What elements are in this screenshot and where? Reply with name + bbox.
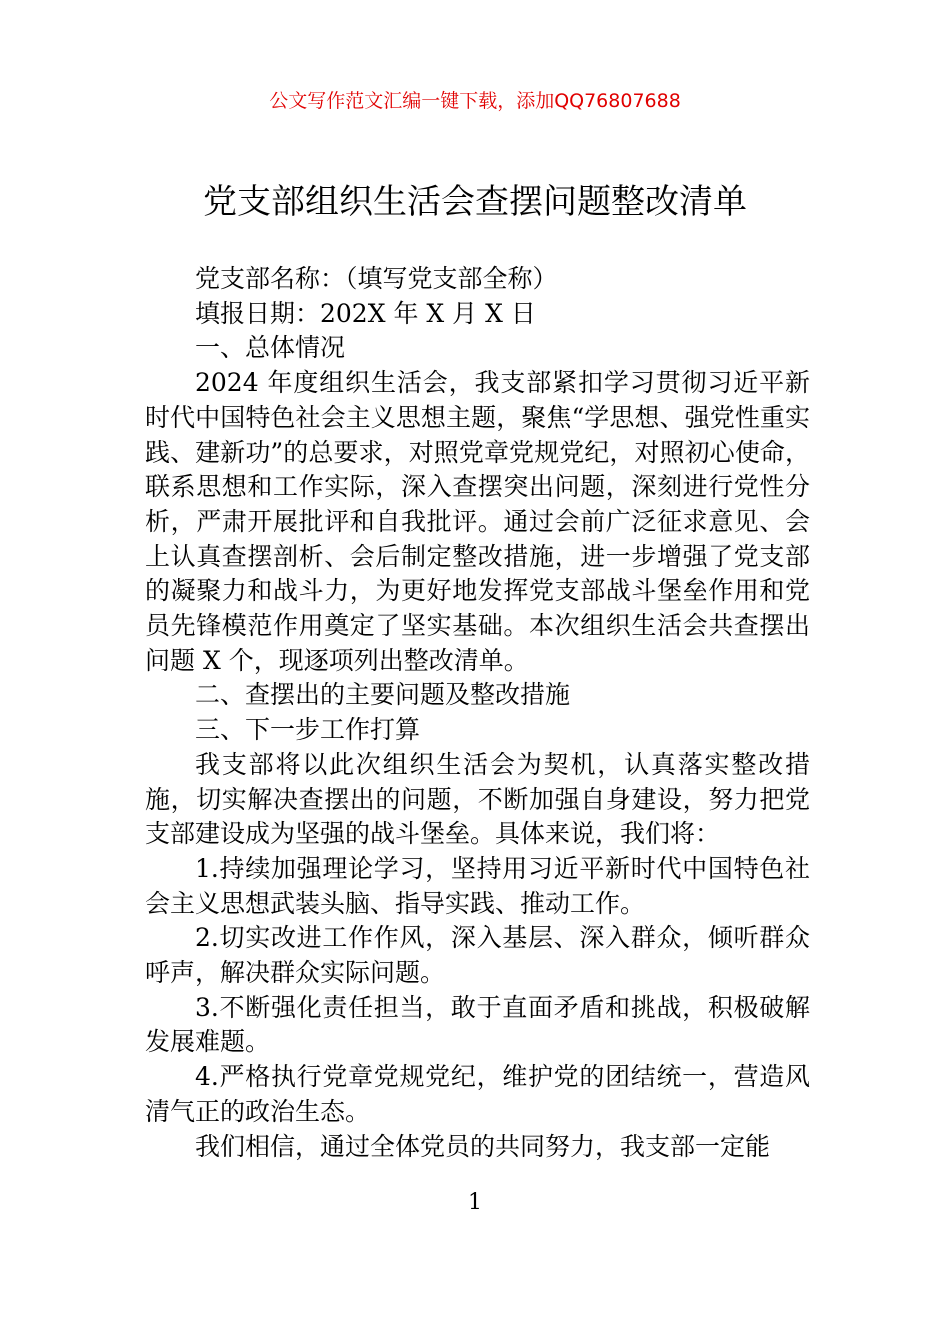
branch-name-line: 党支部名称：（填写党支部全称）	[195, 264, 558, 293]
document-body	[145, 262, 810, 1164]
header-note: 公文写作范文汇编一键下载，添加QQ76807688	[269, 90, 681, 112]
list-item: 1.持续加强理论学习，坚持用习近平新时代中国特色社会主义思想武装头脑、指导实践、推动工作。	[145, 853, 810, 918]
section1-heading: 一、总体情况	[195, 333, 346, 363]
report-date-line: 填报日期：202X 年 X 月 X 日	[195, 298, 536, 328]
list-item: 2.切实改进工作作风，深入基层、深入群众，倾听群众呼声，解决群众实际问题。	[145, 923, 810, 988]
document-title: 党支部组织生活会查摆问题整改清单	[203, 182, 747, 222]
page-number: 1	[468, 1190, 482, 1215]
section3-intro-paragraph: 我支部将以此次组织生活会为契机，认真落实整改措施，切实解决查摆出的问题，不断加强自身建设，努力把党支部建设成为坚强的战斗堡垒。具体来说，我们将：	[145, 749, 810, 849]
list-item: 3.不断强化责任担当，敢于直面矛盾和挑战，积极破解发展难题。	[145, 992, 810, 1057]
section3-heading: 三、下一步工作打算	[195, 715, 421, 745]
section1-paragraph: 2024 年度组织生活会，我支部紧扣学习贯彻习近平新时代中国特色社会主义思想主题，聚焦“学思想、强党性重实践、建新功”的总要求，对照党章党规党纪，对照初心使命，联系思想和工作实际，深入查摆突出问题，深刻进行党性分析，严肃开展批评和自我批评。通过会前广泛征求意见、会上认真查摆剖析、会后制定整改措施，进一步增强了党支部的凝聚力和战斗力，为更好地发挥党支部战斗堡垒作用和党员先锋模范作用奠定了坚实基础。本次组织生活会共查摆出问题 X 个，现逐项列出整改清单。	[145, 368, 810, 675]
closing-paragraph: 我们相信，通过全体党员的共同努力，我支部一定能	[195, 1131, 771, 1161]
section2-heading: 二、查摆出的主要问题及整改措施	[195, 680, 571, 710]
list-item: 4.严格执行党章党规党纪，维护党的团结统一，营造风清气正的政治生态。	[145, 1062, 810, 1126]
